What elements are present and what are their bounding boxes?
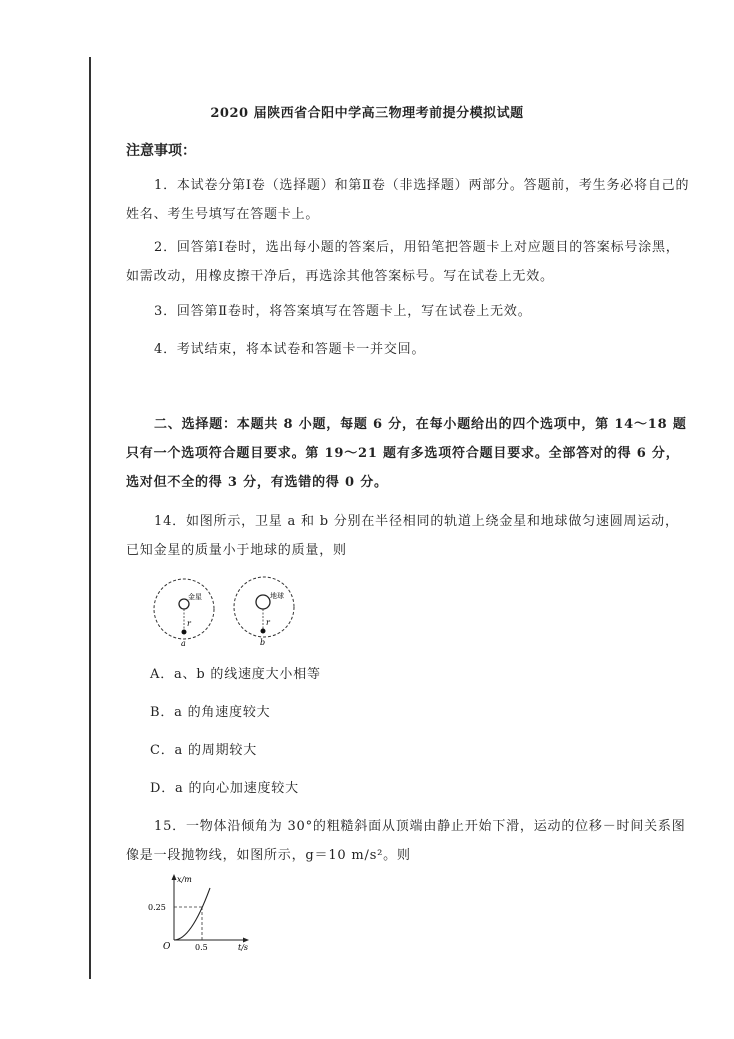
q14-option-a: A．a、b 的线速度大小相等	[150, 667, 321, 682]
q14-option-d: D．a 的向心加速度较大	[150, 781, 299, 796]
y-axis-arrow	[172, 874, 177, 880]
binding-margin-line	[89, 57, 91, 979]
section2-heading: 二、选择题：本题共 8 小题，每题 6 分，在每小题给出的四个选项中，第 14～18 题只有一个选项符合题目要求。第 19～21 题有多选项符合题目要求。全部答对的得 6 分，选对但不全的得 3 分，有选错的得 0 分。	[126, 417, 687, 490]
q15-graph	[146, 870, 256, 956]
q15-stem: 15．一物体沿倾角为 30°的粗糙斜面从顶端由静止开始下滑，运动的位移－时间关系图像是一段抛物线，如图所示，g＝10 m/s²。则	[126, 819, 686, 863]
notice-item-4: 4．考试结束，将本试卷和答题卡一并交回。	[154, 342, 426, 357]
x-tick-label: 0.5	[195, 943, 208, 952]
q14-figure	[146, 572, 306, 656]
notice-item-3: 3．回答第Ⅱ卷时，将答案填写在答题卡上，写在试卷上无效。	[154, 304, 532, 319]
label-a: a	[181, 639, 186, 648]
origin-label: O	[163, 942, 171, 952]
q14-stem: 14．如图所示，卫星 a 和 b 分别在半径相同的轨道上绕金星和地球做匀速圆周运动，已知金星的质量小于地球的质量，则	[126, 514, 679, 558]
planet-earth	[256, 595, 270, 609]
x-axis-label: t/s	[238, 943, 249, 952]
y-axis-label: x/m	[177, 875, 192, 884]
label-r-left: r	[187, 619, 191, 628]
q14-option-c: C．a 的周期较大	[150, 743, 258, 758]
satellite-b	[261, 629, 266, 634]
y-tick-label: 0.25	[148, 903, 166, 912]
notice-item-2: 2．回答第Ⅰ卷时，选出每小题的答案后，用铅笔把答题卡上对应题目的答案标号涂黑，如需改动，用橡皮擦干净后，再选涂其他答案标号。写在试卷上无效。	[126, 240, 680, 284]
label-earth: 地球	[270, 592, 284, 600]
notice-item-1: 1．本试卷分第Ⅰ卷（选择题）和第Ⅱ卷（非选择题）两部分。答题前，考生务必将自己的姓名、考生号填写在答题卡上。	[126, 178, 690, 222]
exam-title: 2020 届陕西省合阳中学高三物理考前提分模拟试题	[210, 106, 524, 121]
label-venus: 金星	[188, 593, 202, 601]
satellite-a	[182, 630, 187, 635]
label-b: b	[260, 638, 266, 647]
x-axis-arrow	[243, 938, 249, 943]
q14-option-b: B．a 的角速度较大	[150, 705, 271, 720]
label-r-right: r	[266, 618, 270, 627]
notice-heading: 注意事项：	[126, 143, 196, 159]
x-t-curve	[174, 888, 210, 940]
